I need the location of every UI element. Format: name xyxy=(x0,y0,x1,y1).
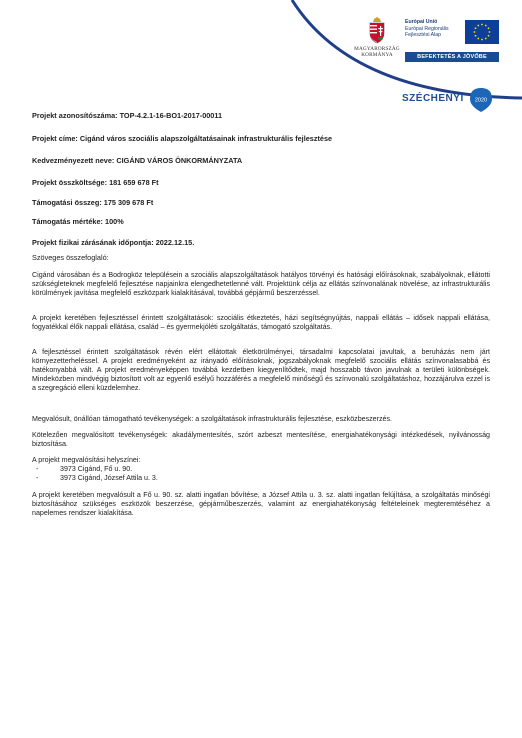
close-date-line xyxy=(32,238,194,247)
beneficiary-value: CIGÁND VÁROS ÖNKORMÁNYZATA xyxy=(116,156,243,165)
grant-line xyxy=(32,198,153,207)
eu-flag-icon xyxy=(465,20,499,44)
total-cost-label: Projekt összköltsége: xyxy=(32,178,108,187)
szechenyi-word: SZÉCHENYI xyxy=(402,93,464,104)
grant-label: Támogatási összeg: xyxy=(32,198,102,207)
summary-paragraph-4: Megvalósult, önállóan támogatható tevékenységek: a szolgáltatások infrastrukturális fejlesztése, eszközbeszerzés. xyxy=(32,415,393,423)
project-id-value: TOP-4.2.1-16-BO1-2017-00011 xyxy=(119,111,223,120)
close-date-value: 2022.12.15. xyxy=(155,238,195,247)
szechenyi-year: 2020 xyxy=(474,97,488,104)
project-title-label: Projekt címe: xyxy=(32,134,78,143)
grant-rate-label: Támogatás mértéke: xyxy=(32,217,103,226)
hungarian-government-logo xyxy=(352,16,402,58)
locations-list xyxy=(32,465,158,483)
project-id-label: Projekt azonosítószáma: xyxy=(32,111,118,120)
close-date-label: Projekt fizikai zárásának időpontja: xyxy=(32,238,154,247)
eu-line1: Európai Unió xyxy=(405,19,438,25)
beneficiary-line xyxy=(32,156,242,165)
eu-banner: BEFEKTETÉS A JÖVŐBE xyxy=(405,52,499,62)
project-title-line xyxy=(32,134,332,143)
eu-line2: Európai Regionális xyxy=(405,25,449,32)
summary-paragraph-7: A projekt keretében megvalósult a Fő u. 90. sz. alatti ingatlan bővítése, a József Attila u. 3. sz. alatti ingatlan felújítása, a szolgáltatás minőségi biztosításához szükséges eszközök beszerzése, gépjárműbeszerzés, valamint az energiahatékonyság feltételeinek megteremtéséhez a napelemes rendszer kialakítása. xyxy=(32,491,490,517)
total-cost-line xyxy=(32,178,159,187)
location-item: - 3973 Cigánd, Fő u. 90. xyxy=(32,465,158,474)
summary-paragraph-2: A projekt keretében fejlesztéssel érintett szolgáltatások: szociális étkeztetés, házi segítségnyújtás, nappali ellátás – idősek nappali ellátása, fogyatékkal élők nappali ellátása, család – és gyermekjóléti szolgáltatás, támogató szolgáltatás. xyxy=(32,314,490,331)
summary-paragraph-5: Kötelezően megvalósított tevékenységek: akadálymentesítés, szórt azbeszt mentesítése, energiahatékonysági intézkedések, nyilvánosság biztosítása. xyxy=(32,431,490,448)
project-title-value: Cigánd város szociális alapszolgáltatásainak infrastrukturális fejlesztése xyxy=(79,134,333,143)
szechenyi-pin-icon xyxy=(468,87,494,113)
location-item: - 3973 Cigánd, József Attila u. 3. xyxy=(32,474,158,483)
grant-rate-line xyxy=(32,217,124,226)
eu-line3: Fejlesztési Alap xyxy=(405,32,442,38)
beneficiary-label: Kedvezményezett neve: xyxy=(32,156,115,165)
total-cost-value: 181 659 678 Ft xyxy=(109,178,159,187)
grant-value: 175 309 678 Ft xyxy=(103,198,154,207)
project-id-line xyxy=(32,111,222,120)
gov-logo-line2: KORMÁNYA xyxy=(361,52,393,58)
summary-title: Szöveges összefoglaló: xyxy=(32,253,109,262)
szechenyi-2020-logo xyxy=(398,87,498,111)
eu-text xyxy=(405,19,461,39)
locations-heading: A projekt megvalósítási helyszínei: xyxy=(32,456,141,464)
summary-paragraph-1: Cigánd városában és a Bodrogköz településein a szociális alapszolgáltatások hatályos törvényi és hatósági előírásoknak, szabályoknak, ellátotti szükségleteknek megfelelő fejlesztése napjainkra elengedhetetlenné vált. Projektünk célja az ellátás színvonalának növelése, az infrastrukturális körülmények javítása megfelelő eszközpark kialakításával, továbbá gépjármű beszerzéssel. xyxy=(32,271,490,297)
summary-paragraph-3: A fejlesztéssel érintett szolgáltatások révén elért ellátottak életkörülményei, társadalmi kapcsolatai javultak, a beruházás nem járt környezetterheléssel. A projekt eredményeként az irányadó előírásoknak, jogszabályoknak megfelelő szociális ellátás színvonalasabbá és hatékonyabbá vált. A projekt eredményeképpen továbbá kezdetben kiegyenlítődtek, majd hosszabb távon javulnak a területi különbségek. Mindeközben mindvégig biztosított volt az egyenlő esélyű hozzáférés a megfelelő minőségű és színvonalú szolgáltatáshoz, hozzájárulva ezzel is a szegregáció elleni küzdelemhez. xyxy=(32,348,490,392)
coat-of-arms-icon xyxy=(366,16,388,44)
gov-logo-line1: MAGYARORSZÁG xyxy=(354,46,400,52)
grant-rate-value: 100% xyxy=(105,217,124,226)
